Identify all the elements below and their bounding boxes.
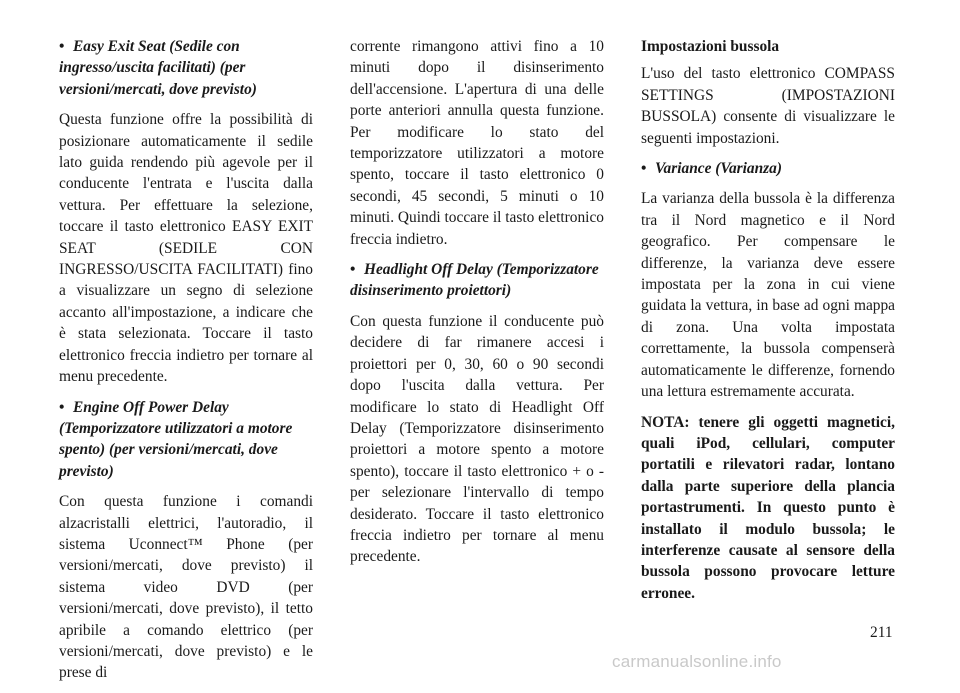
bullet-heading-text: Easy Exit Seat (Sedile con ingresso/uscita facilitati) (per versioni/mercati, dove previsto) (59, 38, 257, 98)
bullet-dot: • (59, 398, 65, 416)
bullet-heading (641, 158, 895, 179)
bullet-heading (59, 397, 313, 483)
bullet-heading (350, 259, 604, 302)
bullet-dot: • (641, 160, 647, 178)
column-middle (350, 36, 604, 577)
body-paragraph: Con questa funzione il conducente può decidere di far rimanere accesi i proiettori per 0, 30, 60 o 90 secondi dopo l'uscita dalla vettura. Per modificare lo stato di Headlight Off Delay (Temporizzatore disinserimento proiettori a motore spento a motore spento), toccare il tasto elettronico + o - per selezionare l'intervallo di tempo desiderato. Toccare il tasto elettronico freccia indietro per tornare al menu precedente. (350, 312, 604, 566)
section-title: Impostazioni bussola (641, 38, 780, 55)
bullet-dot: • (59, 38, 65, 55)
body-paragraph: Questa funzione offre la possibilità di posizionare automaticamente il sedile lato guida rendendo più agevole per il conducente l'entrata e l'uscita dalla vettura. Per effettuare la selezione, toccare il tasto elettronico EASY EXIT SEAT (SEDILE CON INGRESSO/USCITA FACILITATI) fino a visualizzare un segno di selezione accanto all'impostazione, a indicare che è stata selezionata. Toccare il tasto elettronico freccia indietro per tornare al menu precedente. (59, 111, 313, 386)
body-paragraph: Con questa funzione i comandi alzacristalli elettrici, l'autoradio, il sistema Uconnect™ Phone (per versioni/mercati, dove previsto) il sistema video DVD (per versioni/mercati, dove previsto), il tetto apribile a comando elettrico (per versioni/mercati, dove previsto) e le prese di (59, 493, 313, 682)
watermark-footer: carmanualsonline.info (612, 652, 782, 671)
bullet-dot: • (350, 261, 356, 279)
body-paragraph: corrente rimangono attivi fino a 10 minuti dopo il disinserimento dell'accensione. L'apertura di una delle porte anteriori annulla questa funzione. Per modificare lo stato del temporizzatore utilizzatori a motore spento, toccare il tasto elettronico 0 secondi, 45 secondi, 5 minuti o 10 minuti. Quindi toccare il tasto elettronico freccia indietro. (350, 38, 604, 248)
bullet-heading (59, 36, 313, 100)
bullet-heading-text: Engine Off Power Delay (Temporizzatore utilizzatori a motore spento) (per versioni/mercati, dove previsto) (59, 398, 293, 480)
bullet-heading-text: Headlight Off Delay (Temporizzatore disinserimento proiettori) (350, 261, 599, 300)
note-paragraph: NOTA: tenere gli oggetti magnetici, quali iPod, cellulari, computer portatili e rilevatori radar, lontano dalla parte superiore della plancia portastrumenti. In questo punto è installato il modulo bussola; le interferenze causate al sensore della bussola possono provocare letture erronee. (641, 413, 895, 602)
column-right (641, 36, 895, 613)
column-left (59, 36, 313, 693)
body-paragraph: La varianza della bussola è la differenza tra il Nord magnetico e il Nord geografico. Per compensare le differenze, la varianza deve essere impostata per la zona in cui viene guidata la vettura, in base ad ogni mappa di zona. Una volta impostata correttamente, la bussola compenserà automaticamente le differenze, fornendo una lettura estremamente accurata. (641, 190, 895, 401)
bullet-heading-text: Variance (Varianza) (655, 160, 782, 178)
body-paragraph: L'uso del tasto elettronico COMPASS SETTINGS (IMPOSTAZIONI BUSSOLA) consente di visualizzare le seguenti impostazioni. (641, 65, 895, 147)
page-number: 211 (870, 624, 893, 641)
